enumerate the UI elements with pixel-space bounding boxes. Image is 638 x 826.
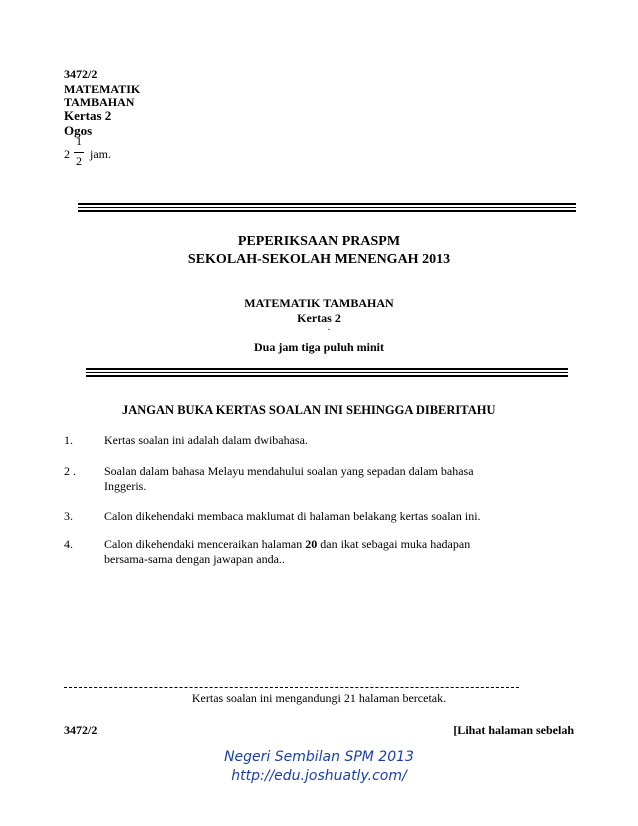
item-number: 3. — [64, 509, 73, 523]
watermark-title: Negeri Sembilan SPM 2013 — [224, 749, 414, 765]
page-number-emphasis: 20 — [305, 537, 318, 551]
duration-whole: 2 — [64, 147, 70, 161]
dot-mark: . — [327, 322, 331, 333]
subject-line1: MATEMATIK — [64, 82, 141, 96]
footer-code: 3472/2 — [64, 723, 98, 737]
next-page-note: [Lihat halaman sebelah — [453, 723, 574, 737]
warning-text: JANGAN BUKA KERTAS SOALAN INI SEHINGGA DIBERITAHU — [122, 403, 496, 417]
duration-numerator: 1 — [76, 134, 82, 148]
item-number: 4. — [64, 537, 73, 551]
pages-note: Kertas soalan ini mengandungi 21 halaman bercetak. — [191, 691, 447, 705]
paper-title: Kertas 2 — [297, 311, 341, 325]
item-text-continued: Inggeris. — [104, 479, 147, 493]
fraction-bar — [74, 152, 84, 153]
subject-title: MATEMATIK TAMBAHAN — [244, 296, 394, 310]
item-text: Soalan dalam bahasa Melayu mendahului soalan yang sepadan dalam bahasa — [104, 464, 474, 478]
duration-unit: jam. — [90, 147, 111, 161]
item-text-continued: bersama-sama dengan jawapan anda.. — [104, 552, 285, 566]
subject-line2: TAMBAHAN — [64, 95, 135, 109]
item-number: 2 . — [64, 464, 76, 478]
duration-fraction — [64, 134, 114, 174]
item-number: 1. — [64, 433, 73, 447]
paper-code: 3472/2 — [64, 67, 98, 81]
item-text — [104, 537, 534, 552]
duration-title: Dua jam tiga puluh minit — [253, 340, 385, 354]
exam-title: PEPERIKSAAN PRASPM — [237, 234, 401, 249]
footer-divider — [64, 687, 519, 688]
paper-label: Kertas 2 — [64, 108, 112, 123]
duration-denominator: 2 — [76, 154, 82, 168]
item-text: Calon dikehendaki membaca maklumat di halaman belakang kertas soalan ini. — [104, 509, 481, 523]
exam-subtitle: SEKOLAH-SEKOLAH MENENGAH 2013 — [187, 252, 451, 267]
item-text-part: Calon dikehendaki menceraikan halaman — [104, 537, 306, 551]
item-text-part: dan ikat sebagai muka hadapan — [317, 537, 471, 551]
month-label: Ogos — [64, 123, 93, 138]
watermark-url[interactable]: http://edu.joshuatly.com/ — [231, 768, 407, 784]
item-text: Kertas soalan ini adalah dalam dwibahasa. — [104, 433, 308, 447]
